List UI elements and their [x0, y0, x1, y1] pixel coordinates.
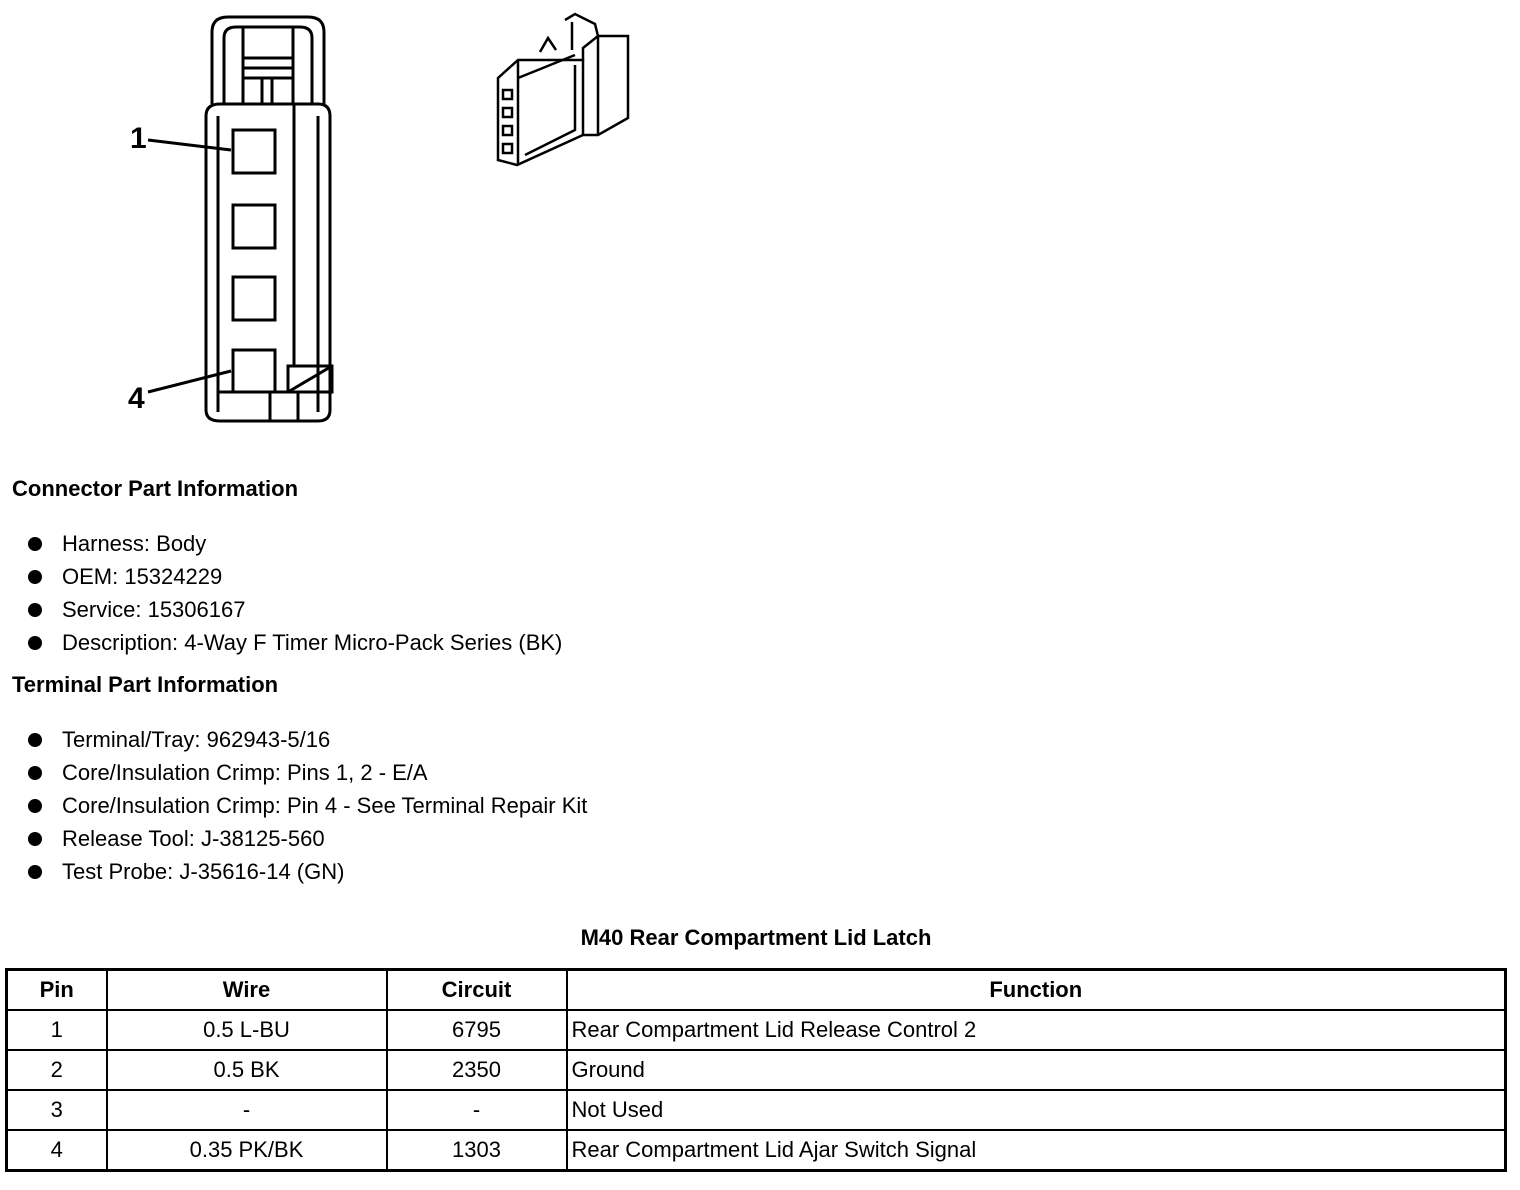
cell-circuit: 2350	[387, 1050, 567, 1090]
cell-pin: 1	[7, 1010, 107, 1050]
cell-wire: -	[107, 1090, 387, 1130]
pin-table	[5, 968, 1507, 1172]
list-item: Description: 4-Way F Timer Micro-Pack Series (BK)	[28, 626, 562, 659]
cell-wire: 0.5 L-BU	[107, 1010, 387, 1050]
list-item: Core/Insulation Crimp: Pins 1, 2 - E/A	[28, 756, 587, 789]
pin-1-callout: 1	[130, 122, 147, 155]
header-wire: Wire	[107, 970, 387, 1011]
table-row	[7, 1130, 1506, 1171]
connector-face-drawing	[0, 0, 700, 440]
cell-function: Ground	[567, 1050, 1506, 1090]
cell-pin: 2	[7, 1050, 107, 1090]
header-circuit: Circuit	[387, 970, 567, 1011]
list-item: Test Probe: J-35616-14 (GN)	[28, 855, 587, 888]
cell-function: Rear Compartment Lid Release Control 2	[567, 1010, 1506, 1050]
list-item: Harness: Body	[28, 527, 562, 560]
connector-info-heading: Connector Part Information	[12, 476, 299, 501]
table-row	[7, 1090, 1506, 1130]
cell-function: Rear Compartment Lid Ajar Switch Signal	[567, 1130, 1506, 1171]
table-row	[7, 1010, 1506, 1050]
header-pin: Pin	[7, 970, 107, 1011]
table-title: M40 Rear Compartment Lid Latch	[580, 925, 932, 950]
table-row	[7, 1050, 1506, 1090]
cell-pin: 3	[7, 1090, 107, 1130]
list-item: Core/Insulation Crimp: Pin 4 - See Terminal Repair Kit	[28, 789, 587, 822]
cell-wire: 0.35 PK/BK	[107, 1130, 387, 1171]
list-item: Release Tool: J-38125-560	[28, 822, 587, 855]
cell-pin: 4	[7, 1130, 107, 1171]
cell-circuit: 1303	[387, 1130, 567, 1171]
terminal-info-heading: Terminal Part Information	[12, 672, 279, 697]
header-function: Function	[567, 970, 1506, 1011]
table-header-row	[7, 970, 1506, 1011]
cell-function: Not Used	[567, 1090, 1506, 1130]
cell-circuit: -	[387, 1090, 567, 1130]
terminal-info-list	[28, 723, 587, 888]
cell-circuit: 6795	[387, 1010, 567, 1050]
cell-wire: 0.5 BK	[107, 1050, 387, 1090]
connector-info-list	[28, 527, 562, 659]
list-item: Service: 15306167	[28, 593, 562, 626]
list-item: OEM: 15324229	[28, 560, 562, 593]
list-item: Terminal/Tray: 962943-5/16	[28, 723, 587, 756]
pin-4-callout: 4	[128, 382, 145, 415]
